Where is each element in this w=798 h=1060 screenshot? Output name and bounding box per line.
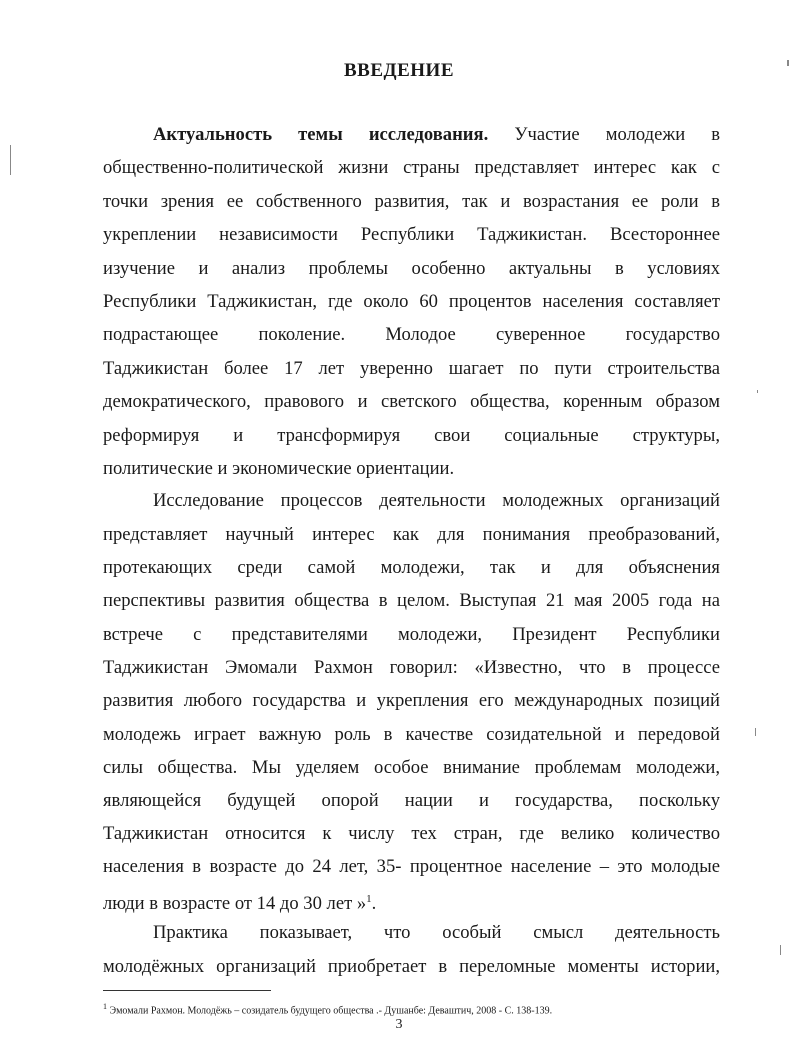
text-line: изучение и анализ проблемы особенно актуальны в условиях — [103, 258, 720, 279]
text-line: молодёжных организаций приобретает в переломные моменты истории, — [103, 956, 720, 977]
text-line: Исследование процессов деятельности молодежных организаций — [153, 490, 720, 511]
page-title: ВВЕДЕНИЕ — [344, 60, 454, 81]
text-line: перспективы развития общества в целом. Выступая 21 мая 2005 года на — [103, 590, 720, 611]
text-line: политические и экономические ориентации. — [103, 458, 455, 479]
text-line: молодежь играет важную роль в качестве созидательной и передовой — [103, 724, 720, 745]
text-line: представляет научный интерес как для понимания преобразований, — [103, 524, 720, 545]
lead-word-1: Актуальность — [153, 124, 273, 145]
footnote-marker: 1 — [103, 1002, 107, 1011]
text-line: населения в возрасте до 24 лет, 35- процентное население – это молодые — [103, 856, 720, 877]
text-line: Таджикистан относится к числу тех стран, где велико количество — [103, 823, 720, 844]
text-line: Таджикистан Эмомали Рахмон говорил: «Известно, что в процессе — [103, 657, 720, 678]
scan-speck — [10, 145, 11, 175]
scan-speck — [755, 728, 756, 736]
scan-speck — [787, 60, 789, 66]
page-number: 3 — [395, 1017, 403, 1032]
text-line: Практика показывает, что особый смысл деятельность — [153, 922, 720, 943]
text-line: встрече с представителями молодежи, Президент Республики — [103, 624, 720, 645]
scan-speck — [780, 945, 781, 955]
lead-word-2: темы — [298, 124, 343, 145]
text-line: люди в возрасте от 14 до 30 лет » — [103, 893, 367, 915]
lead-word-3: исследования. — [368, 124, 489, 145]
text-line: Таджикистан более 17 лет уверенно шагает по пути строительства — [103, 358, 720, 379]
text-line: укреплении независимости Республики Таджикистан. Всестороннее — [103, 224, 720, 245]
text-line: точки зрения ее собственного развития, так и возрастания ее роли в — [103, 191, 720, 212]
first-line-rest: Участие молодежи в — [514, 124, 721, 145]
text-line: силы общества. Мы уделяем особое внимание проблемам молодежи, — [103, 757, 720, 778]
text-line: демократического, правового и светского общества, коренным образом — [103, 391, 720, 412]
footnote-reference: 1 — [366, 893, 372, 905]
text-line: являющейся будущей опорой нации и государства, поскольку — [103, 790, 720, 811]
text-line-with-footnote: люди в возрасте от 14 до 30 лет »$^1$. — [103, 893, 377, 915]
footnote-divider — [103, 990, 271, 991]
text-line: общественно-политической жизни страны представляет интерес как с — [103, 157, 720, 178]
paragraph-1-line-1 — [153, 124, 720, 146]
footnote-text: Эмомали Рахмон. Молодёжь – созидатель будущего общества .- Душанбе: Деваштич, 2008 - С. 138-139. — [109, 1005, 553, 1017]
scan-speck — [757, 390, 758, 393]
footnote — [103, 1000, 552, 1018]
text-line: развития любого государства и укрепления его международных позиций — [103, 690, 720, 711]
text-line: подрастающее поколение. Молодое суверенное государство — [103, 324, 720, 345]
text-line: реформируя и трансформируя свои социальные структуры, — [103, 425, 720, 446]
text-line: Республики Таджикистан, где около 60 процентов населения составляет — [103, 291, 720, 312]
text-line: протекающих среди самой молодежи, так и для объяснения — [103, 557, 720, 578]
